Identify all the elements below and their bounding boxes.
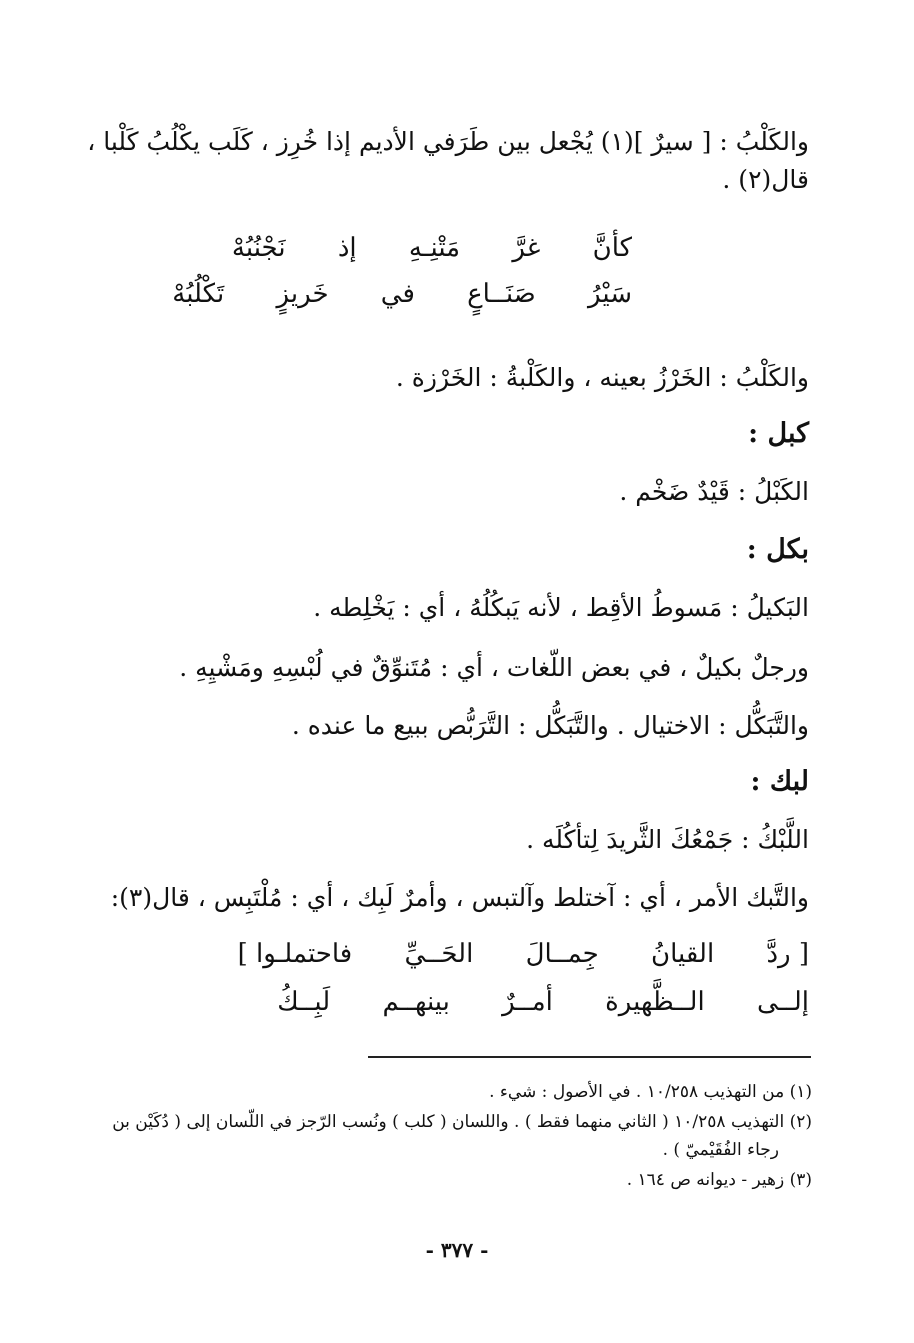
footnote-1: (١) من التهذيب ١٠/٢٥٨ . في الأصول : شيء .	[489, 1082, 812, 1102]
page-number: - ٣٧٧ -	[425, 1238, 489, 1262]
entry-head-labk: لبك :	[750, 766, 809, 797]
verse-2-hemistich-2	[233, 984, 809, 1020]
verse-word: بينهــم	[382, 987, 450, 1017]
entry-line: والتَّبَكُّل : الاختيال . والتَّبَكُّل : التَّرَبُّص ببيع ما عنده .	[291, 711, 809, 740]
text-line-qala-1: قال(٢) .	[722, 165, 809, 194]
verse-word: أمــرٌ	[502, 987, 553, 1017]
entry-line: والتَّبك الأمر ، أي : آختلط وآلتبس ، وأمرٌ لَبِك ، أي : مُلْتَبِس ، قال(٣):	[110, 883, 809, 912]
entry-line: الكَبْلُ : قَيْدٌ ضَخْم .	[619, 477, 809, 506]
verse-word: الــظَّهيرة	[605, 987, 705, 1017]
verse-1-hemistich-1	[188, 230, 632, 266]
footnote-divider	[368, 1056, 811, 1058]
verse-word: غرَّ	[512, 233, 541, 263]
verse-word: إذ	[337, 233, 357, 263]
verse-1-hemistich-2	[128, 276, 632, 312]
verse-word: فاحتملـوا ]	[237, 939, 353, 969]
footnote-2-continued: رجاء الفُقَيْميّ ) .	[662, 1140, 779, 1160]
verse-word: في	[380, 279, 415, 309]
verse-word: مَتْنِـهِ	[408, 233, 461, 263]
verse-word: نَجْنُبُهْ	[231, 233, 286, 263]
footnote-3: (٣) زهير - ديوانه ص ١٦٤ .	[626, 1170, 812, 1190]
verse-word: لَبِــكُ	[277, 987, 331, 1017]
verse-word: [ ردَّ	[766, 939, 809, 969]
verse-word: القيانُ	[651, 939, 715, 969]
verse-word: سَيْرُ	[588, 279, 632, 309]
text-line-kharz: والكَلْبُ : الخَرْزُ بعينه ، والكَلْبةُ : الخَرْزة .	[395, 363, 809, 392]
verse-word: خَريزٍ	[276, 279, 329, 309]
verse-word: كأنَّ	[592, 233, 632, 263]
text-line-kalb-definition: والكَلْبُ : [ سيرٌ ](١) يُجْعل بين طَرَفي الأديم إذا خُرِز ، كَلَب يكْلُبُ كَلْبا ،	[87, 127, 809, 156]
footnote-2: (٢) التهذيب ١٠/٢٥٨ ( الثاني منهما فقط ) . واللسان ( كلب ) ونُسب الرّجز في اللّسان إلى ( دُكَيْن بن	[112, 1112, 812, 1132]
verse-word: الحَــيِّ	[404, 939, 474, 969]
entry-head-bakl: بكل :	[746, 534, 809, 565]
entry-line: البَكيلُ : مَسوطُ الأقِط ، لأنه يَبكُلُهُ ، أي : يَخْلِطه .	[313, 593, 809, 622]
verse-word: تَكْلُبُهْ	[172, 279, 225, 309]
verse-word: إلــى	[756, 987, 809, 1017]
entry-line: ورجلٌ بكيلٌ ، في بعض اللّغات ، أي : مُتَنوِّقٌ في لُبْسِهِ ومَشْيِهِ .	[179, 653, 809, 682]
entry-line: اللَّبْكُ : جَمْعُكَ الثَّريدَ لِتأكُلَه .	[526, 825, 809, 854]
verse-word: صَنَــاعٍ	[467, 279, 536, 309]
entry-head-kabl: كبل :	[748, 418, 809, 449]
verse-2-hemistich-1	[194, 936, 809, 972]
verse-word: جِمــالَ	[525, 939, 599, 969]
